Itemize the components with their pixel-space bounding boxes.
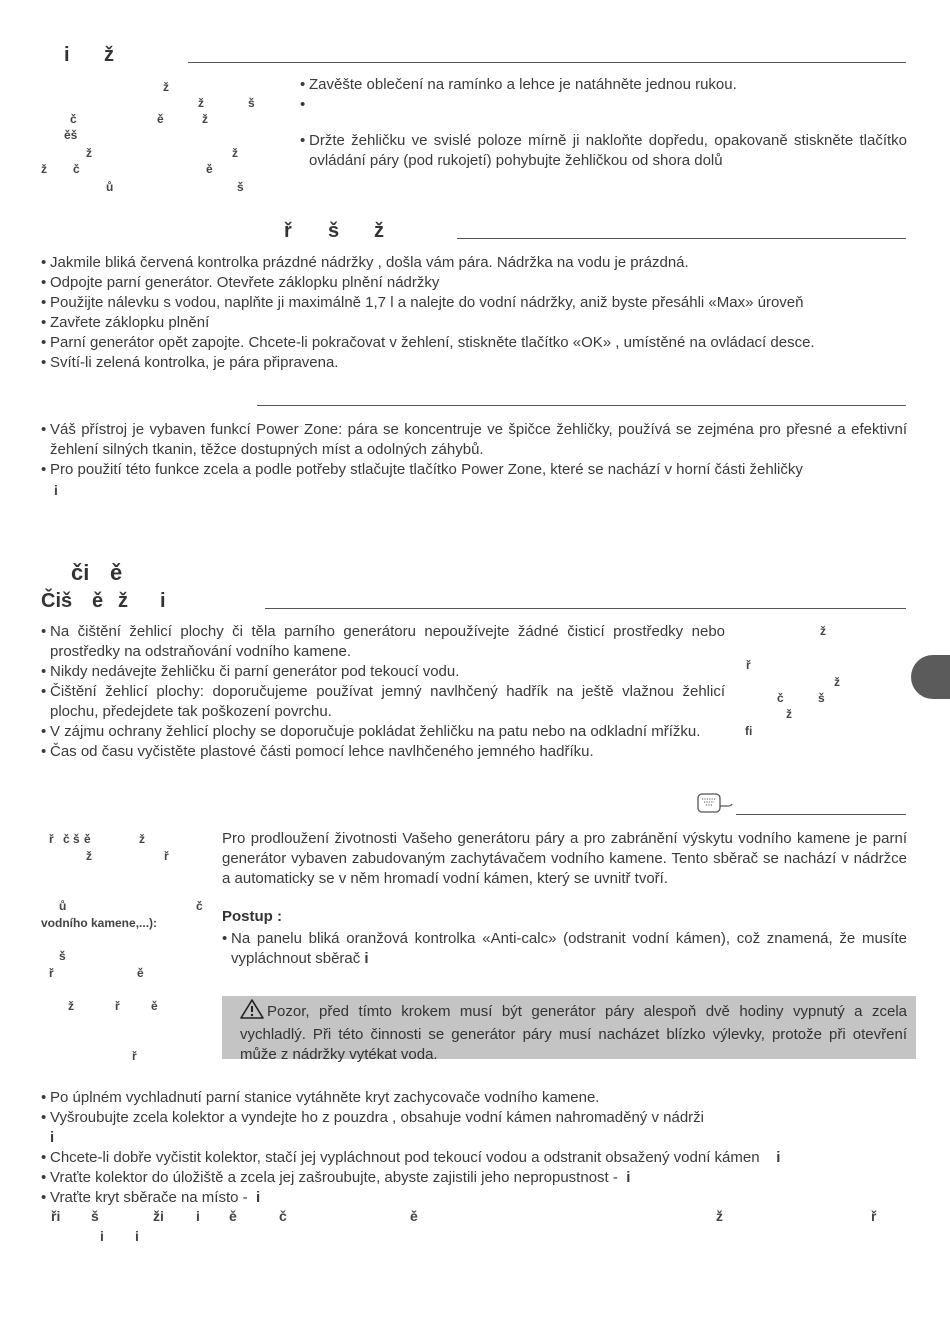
right-fragment: š xyxy=(818,691,825,705)
sub-heading-fragment: ž xyxy=(118,590,128,612)
left-fragment: ž xyxy=(86,849,92,863)
step-suffix: i xyxy=(255,1189,261,1206)
cleaning-list xyxy=(41,622,725,762)
left-fragment: ž xyxy=(86,146,92,160)
list-item: • Na čištění žehlicí plochy či těla parního generátoru nepoužívejte žádné čisticí prostředky nebo prostředky na odstraňování vodního kamene. xyxy=(41,622,725,662)
bottom-fragment: š xyxy=(91,1208,99,1224)
bottom-fragment: ži xyxy=(153,1208,164,1224)
warning-text: Pozor, před tímto krokem musí být generátor páry alespoň dvě hodiny vypnutý a zcela vychladlý. Při této činnosti se generátor páry musí nacházet blízko výlevky, protože při otevření může z nádržky vytékat voda. xyxy=(240,1003,907,1063)
list-item: • Zavěšte oblečení na ramínko a lehce je natáhněte jednou rukou. xyxy=(300,75,907,95)
right-fragment: ž xyxy=(820,624,826,638)
list-item xyxy=(41,1088,907,1108)
step-text: Chcete-li dobře vyčistit kolektor, stačí jej vypláchnout pod tekoucí vodou a odstranit obsažený vodní kámen xyxy=(50,1149,760,1166)
left-fragment: ž xyxy=(68,999,74,1013)
warning-triangle-icon xyxy=(240,999,264,1025)
left-fragment: ě xyxy=(84,832,91,846)
list-item: • Svítí-li zelená kontrolka, je pára připravena. xyxy=(41,353,907,373)
section-rule xyxy=(736,814,906,815)
step-suffix: i xyxy=(626,1169,631,1186)
heading-fragment: ž xyxy=(374,220,384,242)
list-item: • Použijte nálevku s vodou, naplňte ji maximálně 1,7 l a nalejte do vodní nádržky, aniž byste přesáhli «Max» úroveň xyxy=(41,293,907,313)
list-item: • Nikdy nedávejte žehličku či parní generátor pod tekoucí vodu. xyxy=(41,662,725,682)
list-item xyxy=(41,1108,907,1148)
left-fragment: ř xyxy=(115,999,120,1013)
step-text: Vyšroubujte zcela kolektor a vyndejte ho z pouzdra , obsahuje vodní kámen nahromaděný v nádrži xyxy=(50,1109,704,1126)
left-fragment: ě xyxy=(206,162,213,176)
left-fragment: ř xyxy=(164,849,169,863)
section-rule xyxy=(188,62,906,63)
heading-fragment: š xyxy=(328,220,340,242)
list-item: • Váš přístroj je vybaven funkcí Power Zone: pára se koncentruje ve špičce žehličky, používá se zejména pro přesné a efektivní žehlení silných tkanin, těžce dostupných míst a odolných záhybů. xyxy=(41,420,907,460)
main-heading-fragment: ě xyxy=(110,560,123,585)
anticalc-collector-icon xyxy=(697,792,733,816)
bottom-fragment: ř xyxy=(871,1208,877,1224)
sub-heading-fragment: Čiš xyxy=(41,590,73,612)
heading-fragment: ř xyxy=(284,220,292,242)
right-fragment: fi xyxy=(745,724,753,738)
list-item xyxy=(41,1188,907,1208)
main-heading-fragment: či xyxy=(71,560,90,585)
section-rule xyxy=(457,238,906,239)
heading-fragment: ž xyxy=(104,44,114,66)
right-fragment: ž xyxy=(834,675,840,689)
left-fragment: š xyxy=(237,180,244,194)
left-fragment: ě xyxy=(137,966,144,980)
section-rule xyxy=(257,405,906,406)
left-fragment: č xyxy=(73,162,80,176)
bottom-fragment: i xyxy=(100,1228,104,1244)
list-item: • V zájmu ochrany žehlicí plochy se doporučuje pokládat žehličku na patu nebo na odkladní mřížku. xyxy=(41,722,725,742)
power-zone-list xyxy=(41,420,907,480)
sub-heading-fragment: i xyxy=(160,590,166,612)
list-item xyxy=(41,1168,907,1188)
left-fragment: ě xyxy=(157,112,164,126)
left-fragment: ž xyxy=(41,162,47,176)
left-fragment: š xyxy=(73,832,80,846)
section-rule xyxy=(265,608,906,609)
list-item xyxy=(300,95,907,115)
bottom-fragment: ž xyxy=(716,1208,723,1224)
list-item: • Čištění žehlicí plochy: doporučujeme používat jemný navlhčený hadřík na ještě vlažnou žehlicí plochu, předejdete tak poškození povrchu. xyxy=(41,682,725,722)
right-fragment: č xyxy=(777,691,784,705)
left-fragment: č xyxy=(196,899,203,913)
left-fragment: ů xyxy=(106,180,114,194)
list-item xyxy=(41,1148,907,1168)
bottom-fragment: ě xyxy=(410,1208,418,1224)
left-fragment: ěš xyxy=(64,128,78,142)
page-side-tab xyxy=(911,655,950,699)
usage-list xyxy=(300,75,907,171)
procedure-suffix: i xyxy=(364,950,369,967)
left-fragment: š xyxy=(248,96,255,110)
anticalc-intro: Pro prodloužení životnosti Vašeho generátoru páry a pro zabránění výskytu vodního kamene je parní generátor vybaven zabudovaným zachytávačem vodního kamene. Tento sběrač se nachází v nádržce a automaticky se v něm hromadí vodní kámen, který se uvnitř tvoří. xyxy=(222,830,907,887)
step-text: Po úplném vychladnutí parní stanice vytáhněte kryt zachycovače vodního kamene. xyxy=(50,1089,600,1106)
list-item: • Pro použití této funkce zcela a podle potřeby stlačujte tlačítko Power Zone, které se nachází v horní části žehličky xyxy=(41,460,907,480)
refill-list xyxy=(41,253,907,373)
list-item: • Odpojte parní generátor. Otevřete záklopku plnění nádržky xyxy=(41,273,907,293)
step-suffix: i xyxy=(50,1129,55,1146)
step-suffix: i xyxy=(776,1149,781,1166)
left-fragment: vodního kamene,...): xyxy=(41,916,158,930)
list-item: • Parní generátor opět zapojte. Chcete-li pokračovat v žehlení, stiskněte tlačítko «OK» , umístěné na ovládací desce. xyxy=(41,333,907,353)
left-fragment: š xyxy=(59,949,66,963)
bottom-fragment: i xyxy=(135,1228,139,1244)
step-text: Vraťte kolektor do úložiště a zcela jej zašroubujte, abyste zajistili jeho nepropustnost - xyxy=(50,1169,618,1186)
left-fragment: ž xyxy=(163,80,169,94)
list-item: • Čas od času vyčistěte plastové části pomocí lehce navlhčeného jemného hadříku. xyxy=(41,742,725,762)
procedure-label: Postup : xyxy=(222,908,282,925)
right-fragment: ř xyxy=(746,658,751,672)
left-fragment: č xyxy=(70,112,77,126)
right-fragment: ž xyxy=(786,707,792,721)
left-fragment: ž xyxy=(139,832,145,846)
left-fragment: ž xyxy=(202,112,208,126)
left-fragment: ž xyxy=(232,146,238,160)
list-item xyxy=(222,929,907,969)
anticalc-steps xyxy=(41,1088,907,1208)
step-text: Vraťte kryt sběrače na místo - xyxy=(50,1189,248,1206)
left-fragment: ř xyxy=(49,966,54,980)
sub-heading-fragment: ě xyxy=(92,590,104,612)
list-item: • Jakmile bliká červená kontrolka prázdné nádržky , došla vám pára. Nádržka na vodu je prázdná. xyxy=(41,253,907,273)
warning-box xyxy=(222,996,916,1063)
procedure-text: Na panelu bliká oranžová kontrolka «Anti-calc» (odstranit vodní kámen), což znamená, že musíte vypláchnout sběrač xyxy=(231,930,907,967)
left-fragment: ž xyxy=(198,96,204,110)
left-fragment: ř xyxy=(132,1049,137,1063)
list-item: • Držte žehličku ve svislé poloze mírně ji nakloňte dopředu, opakovaně stiskněte tlačítko ovládání páry (pod rukojetí) pohybujte žehličkou od shora dolů xyxy=(300,131,907,171)
left-fragment: ě xyxy=(151,999,158,1013)
left-fragment: ů xyxy=(59,899,67,913)
bottom-fragment: č xyxy=(279,1208,287,1224)
bottom-fragment: i xyxy=(196,1208,200,1224)
left-fragment: ř xyxy=(49,832,54,846)
bottom-fragment: ři xyxy=(51,1208,61,1224)
bottom-fragment: ě xyxy=(229,1208,237,1224)
heading-fragment: i xyxy=(64,44,70,66)
trailing-fragment: i xyxy=(54,482,58,498)
list-item: • Zavřete záklopku plnění xyxy=(41,313,907,333)
left-fragment: č xyxy=(63,832,70,846)
procedure-list xyxy=(222,929,907,969)
